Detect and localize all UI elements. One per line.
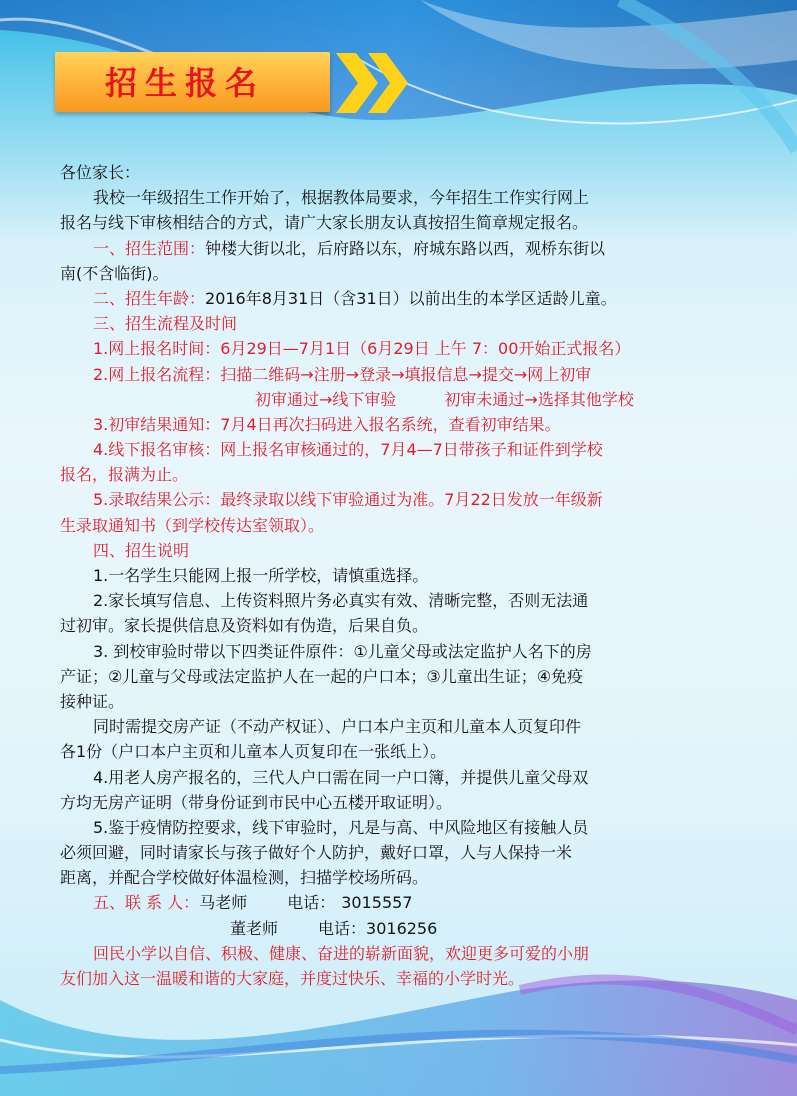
greeting: 各位家长： bbox=[60, 163, 141, 182]
body-line bbox=[60, 261, 750, 286]
body-text: 报名，报满为止。 bbox=[60, 465, 189, 485]
body-text: 必须回避，同时请家长与孩子做好个人防护，戴好口罩，人与人保持一米 bbox=[60, 843, 573, 863]
body-line bbox=[60, 462, 750, 487]
body-text: 二、招生年龄： bbox=[93, 288, 206, 308]
contact-phone: 3016256 bbox=[366, 918, 438, 938]
body-text: 4.线下报名审核：网上报名审核通过的，7月4—7日带孩子和证件到学校 bbox=[93, 440, 603, 460]
body-line bbox=[60, 840, 750, 865]
body-text: 过初审。家长提供信息及资料如有伪造，后果自负。 bbox=[60, 616, 429, 636]
body-text: 4.用老人房产报名的，三代人户口需在同一户口簿，并提供儿童父母双 bbox=[93, 767, 589, 787]
body-text: 接种证。 bbox=[60, 691, 125, 711]
body-line bbox=[60, 210, 750, 235]
body-text: 2016年8月31日（含31日）以前出生的本学区适龄儿童。 bbox=[205, 288, 617, 308]
body-text: 5.鉴于疫情防控要求，线下审验时，凡是与高、中风险地区有接触人员 bbox=[93, 817, 589, 837]
chevron-arrows-icon bbox=[328, 48, 423, 118]
body-text: 初审通过→线下审验 初审未通过→选择其他学校 bbox=[255, 389, 634, 409]
contact-phone-label: 电话： bbox=[287, 893, 336, 913]
body-text: 钟楼大街以北，后府路以东，府城东路以西，观桥东街以 bbox=[205, 238, 606, 258]
body-text: 5.录取结果公示：最终录取以线下审验通过为准。7月22日发放一年级新 bbox=[93, 490, 603, 510]
body-line bbox=[60, 664, 750, 689]
body-text: 我校一年级招生工作开始了，根据教体局要求，今年招生工作实行网上 bbox=[93, 188, 590, 208]
body-line bbox=[60, 311, 750, 336]
body-lines bbox=[60, 185, 750, 890]
body-line bbox=[60, 815, 750, 840]
body-line bbox=[60, 714, 750, 739]
body-line bbox=[60, 613, 750, 638]
body-line bbox=[60, 765, 750, 790]
body-line bbox=[60, 563, 750, 588]
body-text: 1.一名学生只能网上报一所学校，请慎重选择。 bbox=[93, 566, 429, 585]
body-line bbox=[60, 538, 750, 563]
body-line bbox=[60, 588, 750, 613]
contact-row-2 bbox=[60, 916, 750, 941]
body-line bbox=[60, 286, 750, 311]
contact-phone-label: 电话： bbox=[318, 918, 367, 938]
body-text: 报名与线下审核相结合的方式，请广大家长朋友认真按招生简章规定报名。 bbox=[60, 213, 589, 233]
body-text: 一、招生范围： bbox=[93, 238, 206, 258]
body-line bbox=[60, 387, 750, 412]
body-line bbox=[60, 689, 750, 714]
contact-row-1 bbox=[60, 890, 750, 915]
body-line bbox=[60, 336, 750, 361]
body-line bbox=[60, 437, 750, 462]
body-text: 产证；②儿童与父母或法定监护人在一起的户口本；③儿童出生证；④免疫 bbox=[60, 666, 584, 686]
body-line bbox=[60, 739, 750, 764]
page-title: 招生报名 bbox=[105, 64, 266, 102]
closing-line-1: 回民小学以自信、积极、健康、奋进的崭新面貌，欢迎更多可爱的小朋 bbox=[93, 943, 590, 963]
body-line bbox=[60, 639, 750, 664]
body-text: 3. 到校审验时带以下四类证件原件：①儿童父母或法定监护人名下的房 bbox=[93, 641, 592, 661]
body-line bbox=[60, 412, 750, 437]
body-text: 四、招生说明 bbox=[93, 540, 190, 560]
closing-line-2: 友们加入这一温暖和谐的大家庭，并度过快乐、幸福的小学时光。 bbox=[60, 969, 525, 988]
body-text: 距离，并配合学校做好体温检测，扫描学校场所码。 bbox=[60, 868, 429, 888]
body-text: 生录取通知书（到学校传达室领取）。 bbox=[60, 515, 325, 535]
body-line bbox=[60, 236, 750, 261]
contacts-label: 五、联 系 人： bbox=[93, 893, 200, 913]
body-text: 南(不含临街)。 bbox=[60, 263, 169, 283]
body-line bbox=[60, 185, 750, 210]
body-text: 同时需提交房产证（不动产权证）、户口本户主页和儿童本人页复印件 bbox=[93, 717, 582, 737]
body-text: 三、招生流程及时间 bbox=[93, 314, 238, 334]
body-line bbox=[60, 790, 750, 815]
body-line bbox=[60, 513, 750, 538]
body-text: 2.家长填写信息、上传资料照片务必真实有效、清晰完整，否则无法通 bbox=[93, 591, 589, 611]
body-text: 1.网上报名时间：6月29日—7月1日（6月29日 上午 7：00开始正式报名） bbox=[93, 339, 631, 359]
body-text: 方均无房产证明（带身份证到市民中心五楼开取证明）。 bbox=[60, 792, 453, 812]
body-text: 各1份（户口本户主页和儿童本人页复印在一张纸上）。 bbox=[60, 742, 447, 762]
body-line bbox=[60, 362, 750, 387]
body-line bbox=[60, 487, 750, 512]
body-text: 2.网上报名流程：扫描二维码→注册→登录→填报信息→提交→网上初审 bbox=[93, 364, 592, 384]
notice-body bbox=[60, 160, 750, 991]
body-text: 3.初审结果通知：7月4日再次扫码进入报名系统，查看初审结果。 bbox=[93, 414, 561, 434]
contact-phone: 3015557 bbox=[341, 893, 413, 913]
body-line bbox=[60, 865, 750, 890]
contact-name: 马老师 bbox=[199, 893, 248, 913]
contact-name: 董老师 bbox=[230, 918, 279, 938]
